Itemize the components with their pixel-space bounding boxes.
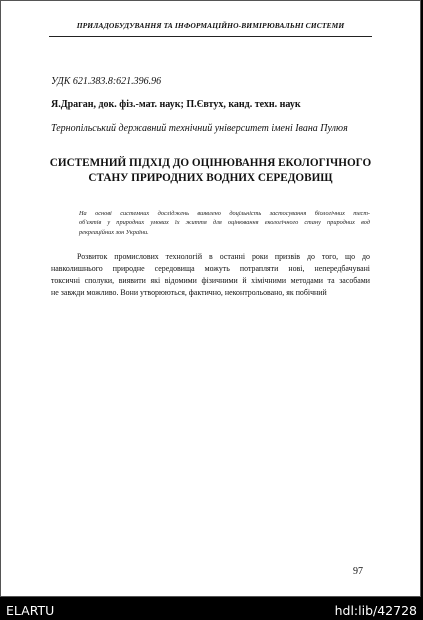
abstract — [79, 209, 370, 237]
header-rule — [49, 36, 372, 37]
article-title — [49, 156, 372, 186]
affiliation: Тернопільський державний технічний університет імені Івана Пулюя — [51, 123, 348, 134]
title-line: СТАНУ ПРИРОДНИХ ВОДНИХ СЕРЕДОВИЩ — [88, 172, 333, 184]
page-number: 97 — [353, 566, 363, 577]
abstract-line: рекреаційних зон України. — [79, 228, 149, 236]
body-line: токсичні сполуки, виявити які відомими фізичними й хімічними методами та засобами — [51, 275, 370, 285]
repository-footer — [0, 598, 423, 620]
body-line: Розвиток промислових технологій в останні роки призвів до того, що до — [77, 252, 370, 261]
body-line: не завжди можливо. Вони утворюються, фактично, неконтрольовано, як побічний — [51, 287, 327, 297]
repository-name: ELARTU — [6, 603, 55, 618]
abstract-line: На основі системних досліджень виявлено доцільність застосування біологічних тест- — [79, 210, 370, 217]
udc-code: УДК 621.383.8:621.396.96 — [51, 76, 162, 87]
abstract-line: об'єктів у природних умовах їх життя для оцінювання екологічного стану природних вод — [79, 219, 370, 227]
body-text — [51, 251, 370, 299]
handle-id: hdl:lib/42728 — [334, 603, 417, 618]
title-line: СИСТЕМНИЙ ПІДХІД ДО ОЦІНЮВАННЯ ЕКОЛОГІЧНОГО — [49, 157, 372, 169]
body-line: навколишнього природне середовища можуть потрапляти нові, непередбачувані — [51, 263, 370, 273]
authors: Я.Драган, док. фіз.-мат. наук; П.Євтух, канд. техн. наук — [51, 99, 301, 110]
running-head: ПРИЛАДОБУДУВАННЯ ТА ІНФОРМАЦІЙНО-ВИМІРЮВАЛЬНІ СИСТЕМИ — [76, 21, 345, 30]
